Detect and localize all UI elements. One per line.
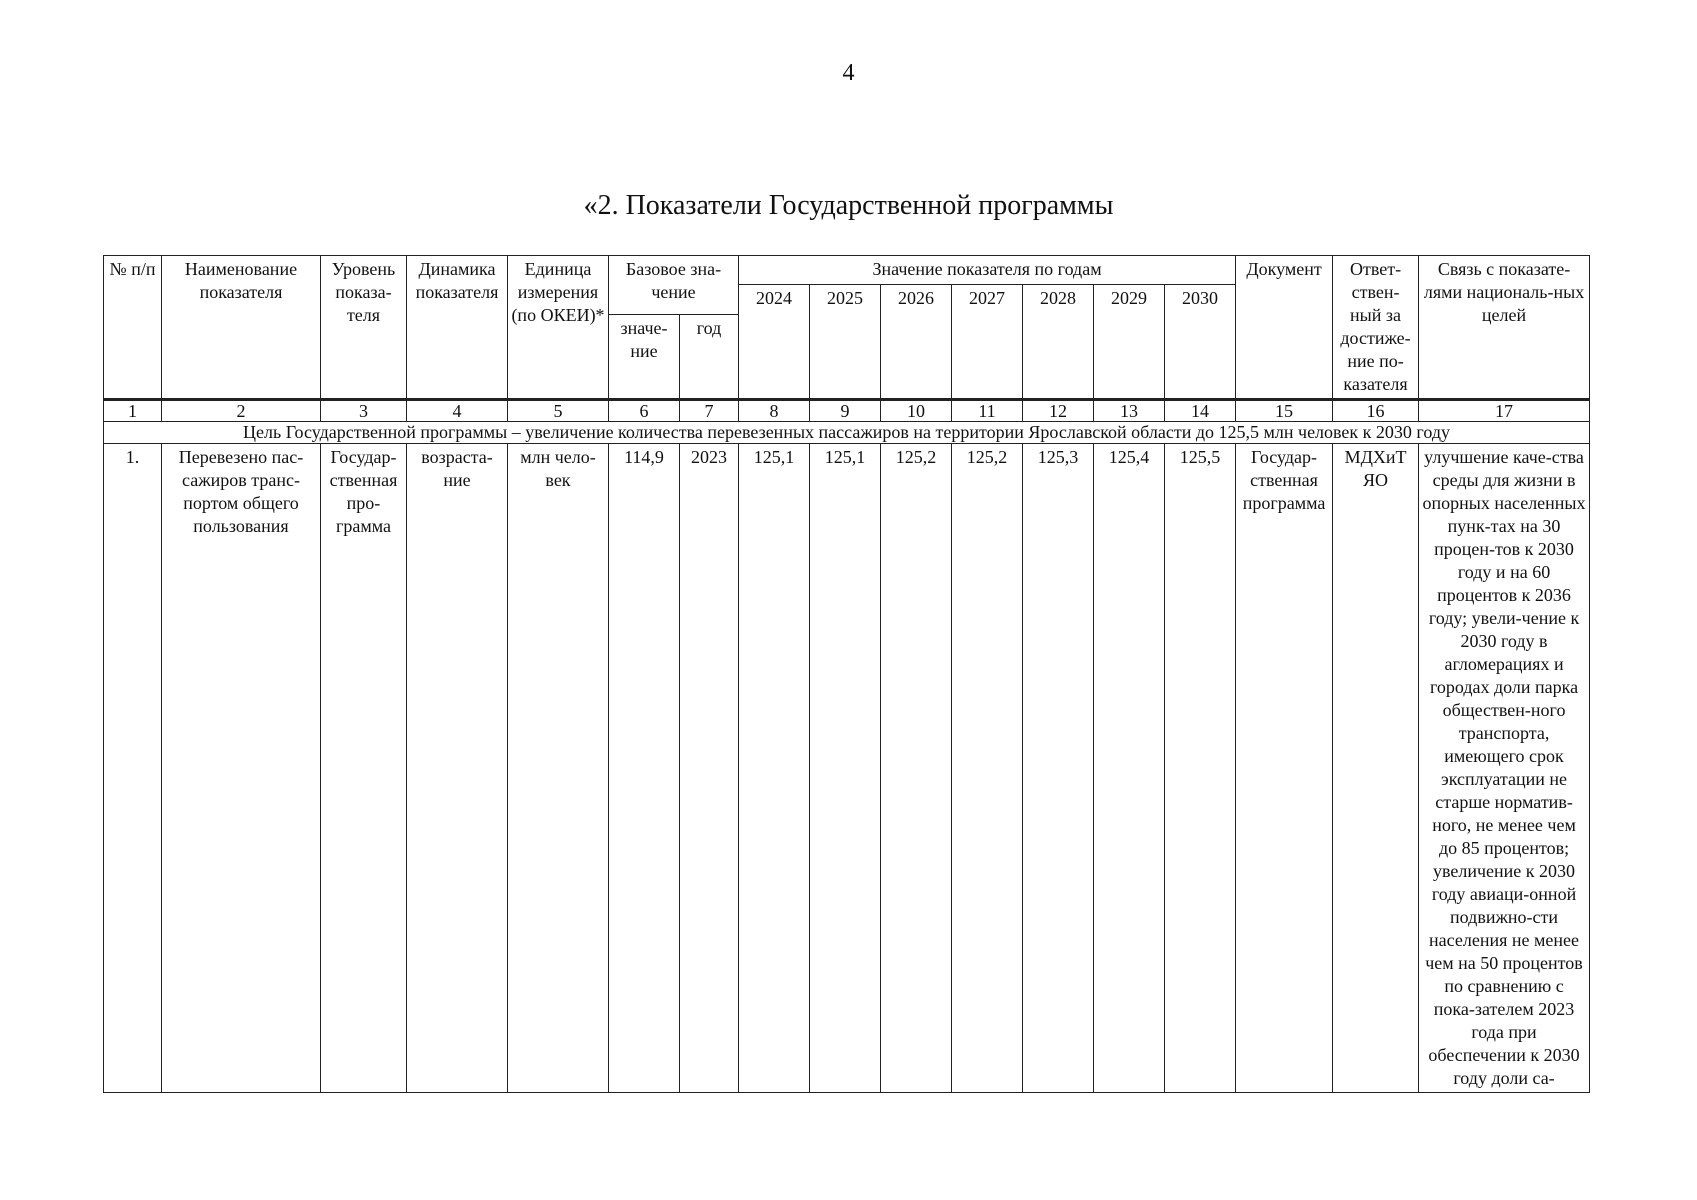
header-years-group: Значение показателя по годам: [739, 256, 1236, 285]
column-number: 10: [881, 400, 952, 422]
header-base-year: год: [680, 315, 739, 400]
indicator-unit: млн чело-век: [508, 444, 609, 1093]
header-base: Базовое зна-чение: [609, 256, 739, 315]
column-number: 3: [321, 400, 407, 422]
goal-row: [104, 422, 1590, 444]
indicator-responsible: МДХиТ ЯО: [1333, 444, 1419, 1093]
column-number: 4: [407, 400, 508, 422]
header-year: 2026: [881, 285, 952, 400]
national-goals-link: улучшение каче-ства среды для жизни в опорных населенных пунк-тах на 30 процен-тов к 2030 году и на 60 процентов к 2036 году; увели-чение к 2030 году в агломерациях и городах доли парка обществен-ного транспорта, имеющего срок эксплуатации не старше норматив-ного, не менее чем до 85 процентов; увеличение к 2030 году авиаци-онной подвижно-сти населения не менее чем на 50 процентов по сравнению с пока-зателем 2023 года при обеспечении к 2030 году доли са-: [1419, 444, 1590, 1093]
indicator-dynamics: возраста-ние: [407, 444, 508, 1093]
column-number: 13: [1094, 400, 1165, 422]
value-2024: 125,1: [739, 444, 810, 1093]
header-year: 2029: [1094, 285, 1165, 400]
indicator-level: Государ-ственная про-грамма: [321, 444, 407, 1093]
indicator-name: Перевезено пас-сажиров транс-портом общего пользования: [162, 444, 321, 1093]
header-base-value: значе-ние: [609, 315, 680, 400]
column-number: 2: [162, 400, 321, 422]
base-year: 2023: [680, 444, 739, 1093]
page-number: 4: [842, 60, 855, 86]
header-links: Связь с показате-лями националь-ных целей: [1419, 256, 1590, 400]
section-title: «2. Показатели Государственной программы: [583, 190, 1114, 221]
value-2030: 125,5: [1165, 444, 1236, 1093]
column-number: 1: [104, 400, 162, 422]
value-2026: 125,2: [881, 444, 952, 1093]
header-row: [104, 256, 1590, 285]
program-goal: Цель Государственной программы – увеличение количества перевезенных пассажиров на территории Ярославской области до 125,5 млн человек к 2030 году: [104, 422, 1590, 444]
value-2029: 125,4: [1094, 444, 1165, 1093]
column-number: 17: [1419, 400, 1590, 422]
header-responsible: Ответ-ствен-ный за достиже-ние по-казателя: [1333, 256, 1419, 400]
row-number: 1.: [104, 444, 162, 1093]
header-year: 2027: [952, 285, 1023, 400]
header-name: Наименование показателя: [162, 256, 321, 400]
header-level: Уровень показа-теля: [321, 256, 407, 400]
header-unit: Единица измерения (по ОКЕИ)*: [508, 256, 609, 400]
header-year: 2030: [1165, 285, 1236, 400]
column-numbers-row: [104, 400, 1590, 422]
column-number: 12: [1023, 400, 1094, 422]
indicator-document: Государ-ственная программа: [1236, 444, 1333, 1093]
column-number: 6: [609, 400, 680, 422]
table-row: [104, 444, 1590, 1093]
header-year: 2028: [1023, 285, 1094, 400]
column-number: 9: [810, 400, 881, 422]
header-year: 2025: [810, 285, 881, 400]
column-number: 16: [1333, 400, 1419, 422]
base-value: 114,9: [609, 444, 680, 1093]
header-dynamics: Динамика показателя: [407, 256, 508, 400]
value-2025: 125,1: [810, 444, 881, 1093]
header-no: № п/п: [104, 256, 162, 400]
indicators-table: [103, 255, 1590, 1093]
column-number: 15: [1236, 400, 1333, 422]
header-document: Документ: [1236, 256, 1333, 400]
column-number: 8: [739, 400, 810, 422]
value-2028: 125,3: [1023, 444, 1094, 1093]
value-2027: 125,2: [952, 444, 1023, 1093]
header-year: 2024: [739, 285, 810, 400]
column-number: 11: [952, 400, 1023, 422]
column-number: 7: [680, 400, 739, 422]
column-number: 5: [508, 400, 609, 422]
column-number: 14: [1165, 400, 1236, 422]
